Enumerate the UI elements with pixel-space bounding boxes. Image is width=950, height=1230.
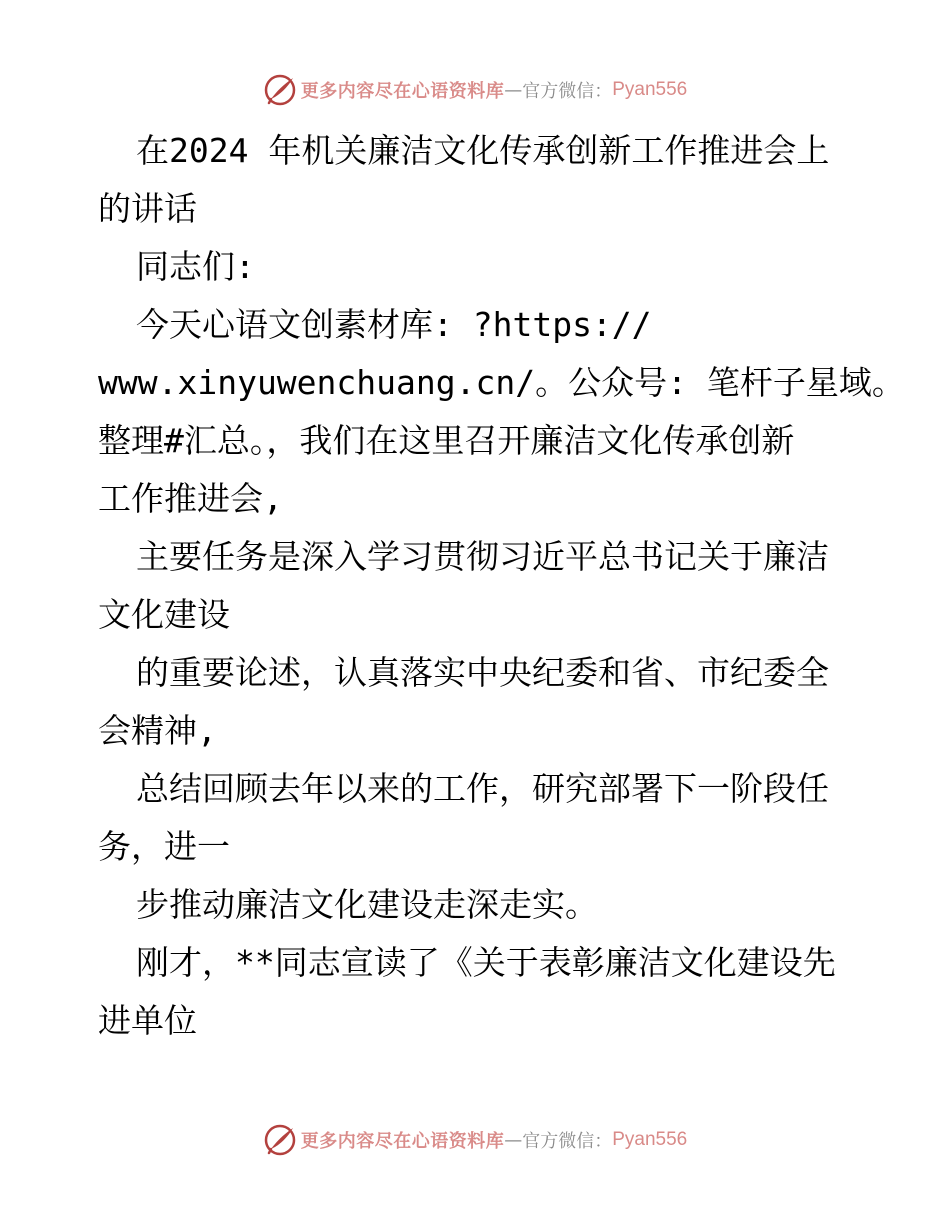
paragraph-line: 进单位 [98, 1001, 197, 1040]
header-wechat-id: Pyan556 [612, 79, 688, 100]
quill-emblem-icon [263, 1123, 297, 1157]
paragraph-line: www.xinyuwenchuang.cn/。公众号: 笔杆子星域。 [98, 363, 905, 402]
title-line-2: 的讲话 [98, 189, 197, 228]
document-body [98, 122, 905, 1050]
salutation: 同志们: [136, 247, 255, 286]
footer-brand-text: 更多内容尽在心语资料库 [300, 1131, 505, 1152]
paragraph-line: 步推动廉洁文化建设走深走实。 [136, 885, 598, 924]
footer-wechat-id: Pyan556 [612, 1129, 688, 1150]
header-brand-text: 更多内容尽在心语资料库 [300, 81, 505, 102]
title-line-1: 在2024 年机关廉洁文化传承创新工作推进会上 [136, 131, 830, 170]
quill-emblem-icon [263, 73, 297, 107]
paragraph-line: 会精神, [98, 711, 217, 750]
footer-banner [0, 1120, 950, 1160]
paragraph-line: 务，进一 [98, 827, 230, 866]
paragraph-line: 工作推进会, [98, 479, 283, 518]
footer-separator: — [504, 1129, 523, 1151]
paragraph-line: 文化建设 [98, 595, 230, 634]
paragraph-line: 整理#汇总。，我们在这里召开廉洁文化传承创新 [98, 421, 795, 460]
paragraph-line: 今天心语文创素材库: ?https:// [136, 305, 652, 344]
paragraph-line: 的重要论述，认真落实中央纪委和省、市纪委全 [136, 653, 829, 692]
header-separator: — [504, 79, 523, 101]
footer-wechat-label: 官方微信： [522, 1131, 613, 1152]
paragraph-line: 主要任务是深入学习贯彻习近平总书记关于廉洁 [136, 537, 829, 576]
header-banner [0, 70, 950, 110]
paragraph-line: 总结回顾去年以来的工作，研究部署下一阶段任 [136, 769, 829, 808]
paragraph-line: 刚才，**同志宣读了《关于表彰廉洁文化建设先 [136, 943, 836, 982]
header-wechat-label: 官方微信： [522, 81, 613, 102]
